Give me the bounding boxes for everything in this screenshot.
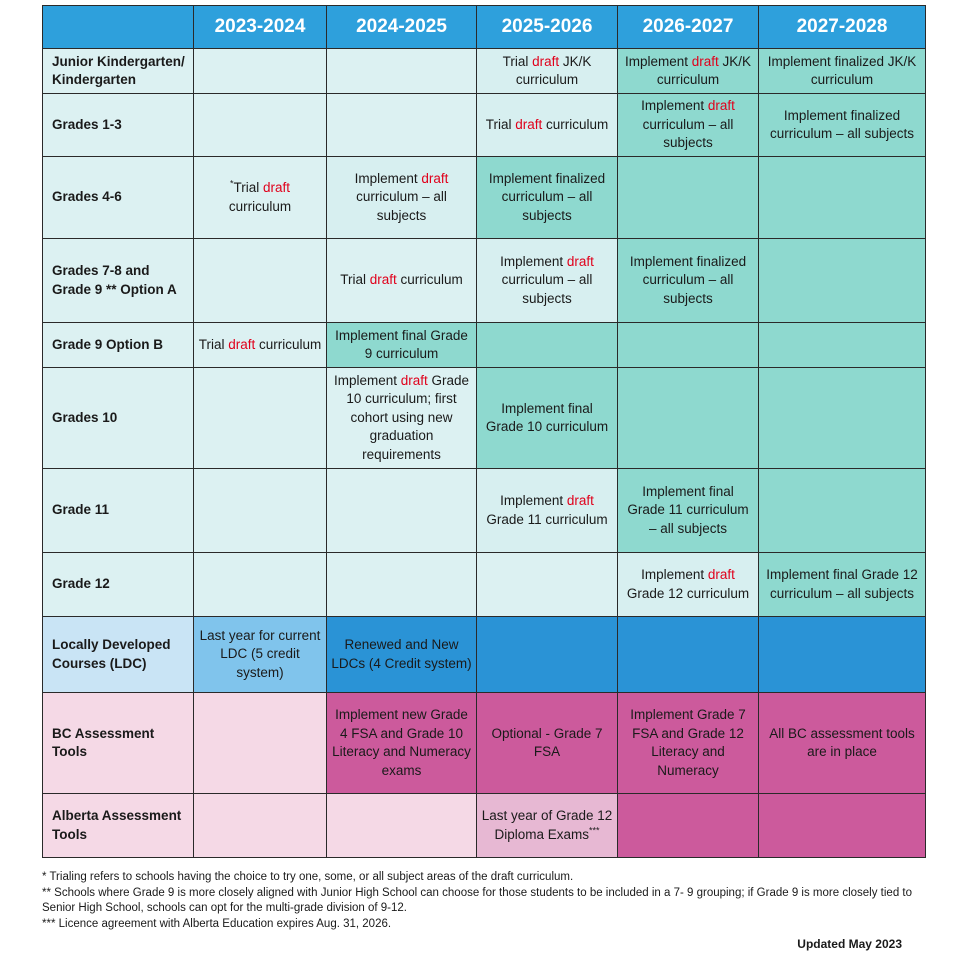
cell [477,617,618,693]
row-label: Grades 4-6 [43,157,194,239]
cell [759,239,926,323]
table-row [43,617,926,693]
table-row [43,49,926,94]
footnote: *** Licence agreement with Alberta Education expires Aug. 31, 2026. [42,917,392,930]
cell [327,794,477,858]
cell [618,323,759,368]
cell: Implement draft Grade 11 curriculum [477,469,618,553]
row-label: Grades 7-8 and Grade 9 ** Option A [43,239,194,323]
cell: Implement Grade 7 FSA and Grade 12 Literacy and Numeracy [618,693,759,794]
cell [194,693,327,794]
cell [477,323,618,368]
table-row [43,693,926,794]
cell: Implement draft curriculum – all subjects [477,239,618,323]
row-label: Grades 10 [43,368,194,469]
header-year: 2024-2025 [327,6,477,49]
table-row [43,794,926,858]
footnote: * Trialing refers to schools having the choice to try one, some, or all subject areas of the draft curriculum. [42,871,574,883]
cell [618,157,759,239]
header-year: 2025-2026 [477,6,618,49]
cell [759,368,926,469]
row-label: Locally Developed Courses (LDC) [43,617,194,693]
cell: Implement draft curriculum – all subjects [327,157,477,239]
cell [194,368,327,469]
cell: Renewed and New LDCs (4 Credit system) [327,617,477,693]
row-label: Grades 1-3 [43,94,194,157]
cell: Implement finalized JK/K curriculum [759,49,926,94]
cell [759,323,926,368]
cell: Implement draft curriculum – all subjects [618,94,759,157]
cell: Implement finalized curriculum – all subjects [618,239,759,323]
row-label: BC Assessment Tools [43,693,194,794]
row-label: Grade 11 [43,469,194,553]
row-label: Junior Kindergarten/ Kindergarten [43,49,194,94]
cell: Implement draft Grade 12 curriculum [618,553,759,617]
cell [618,794,759,858]
footnotes [42,870,932,932]
row-label: Grade 12 [43,553,194,617]
updated-date: Updated May 2023 [797,937,902,951]
cell: Trial draft JK/K curriculum [477,49,618,94]
cell: All BC assessment tools are in place [759,693,926,794]
cell [759,794,926,858]
row-label: Grade 9 Option B [43,323,194,368]
cell [759,617,926,693]
curriculum-timeline-table [42,5,926,858]
table-row [43,368,926,469]
header-year: 2023-2024 [194,6,327,49]
cell: Implement draft Grade 10 curriculum; first cohort using new graduation requirements [327,368,477,469]
cell: Implement final Grade 9 curriculum [327,323,477,368]
header-corner [43,6,194,49]
header-year: 2027-2028 [759,6,926,49]
cell: Implement draft JK/K curriculum [618,49,759,94]
cell [759,469,926,553]
cell [194,469,327,553]
cell: Implement finalized curriculum – all subjects [477,157,618,239]
cell [327,94,477,157]
cell: Implement finalized curriculum – all subjects [759,94,926,157]
cell: Trial draft curriculum [194,323,327,368]
table-row [43,157,926,239]
cell: Last year of Grade 12 Diploma Exams*** [477,794,618,858]
cell: *Trial draft curriculum [194,157,327,239]
cell: Implement final Grade 10 curriculum [477,368,618,469]
cell [327,49,477,94]
cell [327,469,477,553]
table-row [43,553,926,617]
cell: Implement new Grade 4 FSA and Grade 10 Literacy and Numeracy exams [327,693,477,794]
cell: Optional - Grade 7 FSA [477,693,618,794]
cell: Last year for current LDC (5 credit system) [194,617,327,693]
table-row [43,469,926,553]
cell: Trial draft curriculum [477,94,618,157]
cell [194,94,327,157]
cell [194,794,327,858]
cell: Implement final Grade 11 curriculum – all subjects [618,469,759,553]
cell [327,553,477,617]
cell [618,368,759,469]
cell: Trial draft curriculum [327,239,477,323]
cell [194,553,327,617]
table-row [43,323,926,368]
table-row [43,94,926,157]
cell [194,49,327,94]
cell [477,553,618,617]
cell [618,617,759,693]
footnote: ** Schools where Grade 9 is more closely aligned with Junior High School can choose for those students to be included in a 7- 9 grouping; if Grade 9 is more closely tied to Senior High School, schools can opt for the multi-grade division of 9-12. [42,886,913,914]
header-row [43,6,926,49]
cell [759,157,926,239]
cell [194,239,327,323]
table-row [43,239,926,323]
row-label: Alberta Assessment Tools [43,794,194,858]
header-year: 2026-2027 [618,6,759,49]
cell: Implement final Grade 12 curriculum – all subjects [759,553,926,617]
